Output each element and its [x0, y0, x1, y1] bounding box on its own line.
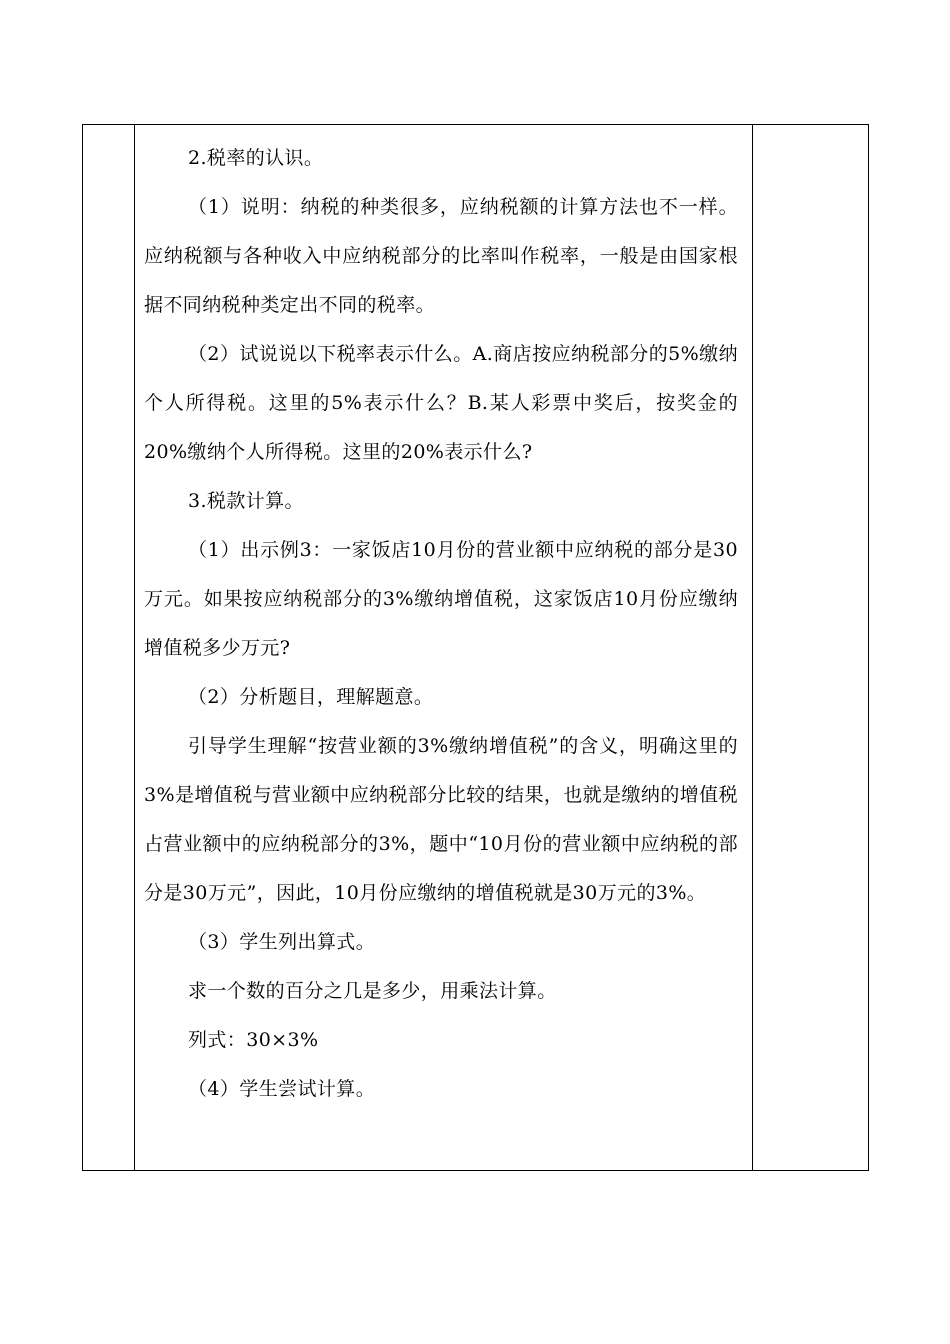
paragraph-discussion: （2）试说说以下税率表示什么。A.商店按应纳税部分的5%缴纳个人所得税。这里的5%表示什么？B.某人彩票中奖后，按奖金的20%缴纳个人所得税。这里的20%表示什么?: [144, 343, 738, 463]
paragraph-example-3: （1）出示例3：一家饭店10月份的营业额中应纳税的部分是30万元。如果按应纳税部分的3%缴纳增值税，这家饭店10月份应缴纳增值税多少万元?: [144, 539, 738, 659]
section-heading-tax-calculation: 3.税款计算。: [188, 490, 304, 512]
paragraph-analyze: （2）分析题目，理解题意。: [188, 686, 434, 708]
left-empty-cell: [83, 125, 135, 1171]
paragraph-student-formula: （3）学生列出算式。: [188, 931, 376, 953]
content-cell: [135, 125, 753, 1171]
lesson-content: [135, 125, 752, 1114]
paragraph-rule: 求一个数的百分之几是多少，用乘法计算。: [188, 980, 557, 1002]
paragraph-explanation: （1）说明：纳税的种类很多，应纳税额的计算方法也不一样。应纳税额与各种收入中应纳税部分的比率叫作税率，一般是由国家根据不同纳税种类定出不同的税率。: [144, 196, 738, 316]
paragraph-student-calc: （4）学生尝试计算。: [188, 1078, 376, 1100]
table-row: [83, 125, 869, 1171]
paragraph-guidance: 引导学生理解“按营业额的3%缴纳增值税”的含义，明确这里的3%是增值税与营业额中应纳税部分比较的结果，也就是缴纳的增值税占营业额中的应纳税部分的3%，题中“10月份的营业额中应纳税的部分是30万元”，因此，10月份应缴纳的增值税就是30万元的3%。: [144, 735, 738, 904]
lesson-table: [82, 124, 869, 1171]
right-empty-cell: [753, 125, 869, 1171]
paragraph-formula: 列式：30×3%: [188, 1029, 319, 1051]
section-heading-tax-rate: 2.税率的认识。: [188, 147, 324, 169]
